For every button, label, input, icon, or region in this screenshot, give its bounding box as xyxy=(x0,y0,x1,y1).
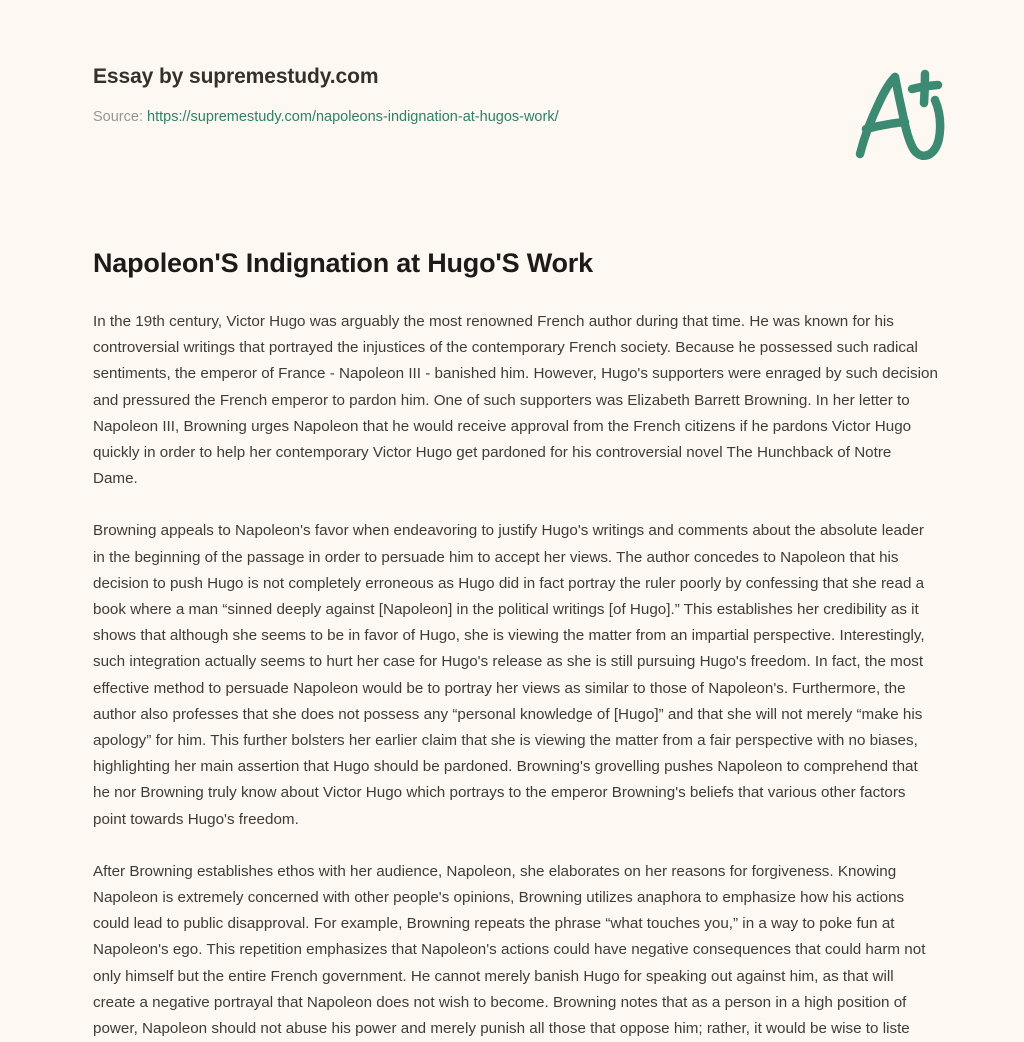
a-plus-logo xyxy=(840,58,962,168)
page-header xyxy=(0,0,1024,200)
source-url-link[interactable]: https://supremestudy.com/napoleons-indignation-at-hugos-work/ xyxy=(147,109,559,125)
brand-block xyxy=(93,63,713,127)
source-line xyxy=(93,107,713,127)
page-title: Napoleon'S Indignation at Hugo'S Work xyxy=(93,248,593,278)
article xyxy=(93,245,938,1042)
article-paragraph: In the 19th century, Victor Hugo was arguably the most renowned French author during that time. He was known for his controversial writings that portrayed the injustices of the contemporary French society. Because he possessed such radical sentiments, the emperor of France - Napoleon III - banished him. However, Hugo's supporters were enraged by such decision and pressured the French emperor to pardon him. One of such supporters was Elizabeth Barrett Browning. In her letter to Napoleon III, Browning urges Napoleon that he would receive approval from the French citizens if he pardons Victor Hugo quickly in order to help her contemporary Victor Hugo get pardoned for his controversial novel The Hunchback of Notre Dame. xyxy=(93,313,938,488)
article-paragraph: Browning appeals to Napoleon's favor when endeavoring to justify Hugo's writings and comments about the absolute leader in the beginning of the passage in order to persuade him to accept her views. The author concedes to Napoleon that his decision to push Hugo is not completely erroneous as Hugo did in fact portray the ruler poorly by confessing that she read a book where a man “sinned deeply against [Napoleon] in the political writings [of Hugo].” This establishes her credibility as it shows that although she seems to be in favor of Hugo, she is viewing the matter from an impartial perspective. Interestingly, such integration actually seems to hurt her case for Hugo's release as she is still pursuing Hugo's freedom. In fact, the most effective method to persuade Napoleon would be to portray her views as similar to those of Napoleon's. Furthermore, the author also professes that she does not possess any “personal knowledge of [Hugo]” and that she will not merely “make his apology” for him. This further bolsters her earlier claim that she is viewing the matter from a fair perspective with no biases, highlighting her main assertion that Hugo should be pardoned. Browning's grovelling pushes Napoleon to comprehend that he nor Browning truly know about Victor Hugo which portrays to the emperor Browning's beliefs that various other factors point towards Hugo's freedom. xyxy=(93,522,925,828)
source-label: Source: xyxy=(93,109,143,125)
article-paragraph: After Browning establishes ethos with her audience, Napoleon, she elaborates on her reasons for forgiveness. Knowing Napoleon is extremely concerned with other people's opinions, Browning utilizes anaphora to emphasize how his actions could lead to public disapproval. For example, Browning repeats the phrase “what touches you,” in a way to poke fun at Napoleon's ego. This repetition emphasizes that Napoleon's actions could have negative consequences that could harm not only himself but the entire French government. He cannot merely banish Hugo for speaking out against him, as that will create a negative portrayal that Napoleon does not wish to become. Browning notes that as a person in a high position of power, Napoleon should not abuse his power and merely punish all those that oppose him; rather, it would be wise to liste xyxy=(93,862,926,1038)
brand-title: Essay by supremestudy.com xyxy=(93,65,379,88)
a-plus-logo-icon xyxy=(840,58,962,168)
